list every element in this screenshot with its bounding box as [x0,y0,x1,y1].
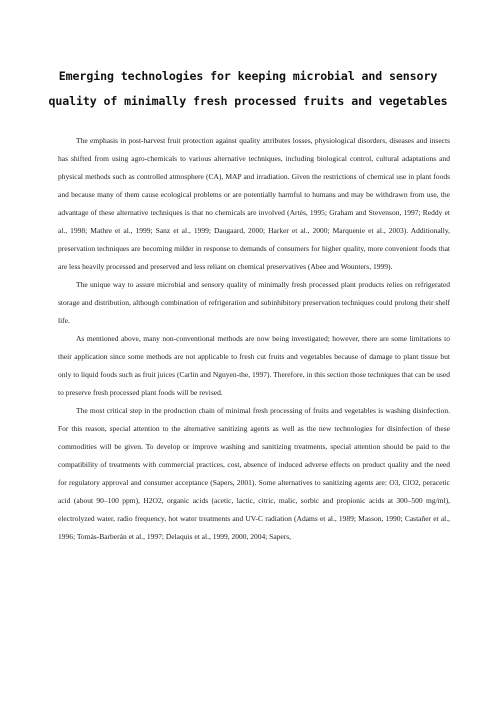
title-line-1: Emerging technologies for keeping microbial and sensory [58,69,438,83]
title-line-2: quality of minimally fresh processed fruits and vegetables [48,94,448,108]
paragraph-washing-disinfection: The most critical step in the production chain of minimal fresh processing of fruits and vegetables is washing disinfection. For this reason, special attention to the alternative sanitizing agents as well as the new technologies for disinfection of these commodities will be given. To develop or improve washing and sanitizing treatments, special attention should be paid to the compatibility of treatments with commercial practices, cost, absence of induced adverse effects on product quality and the need for regulatory approval and consumer acceptance (Sapers, 2001). Some alternatives to sanitizing agents are: O3, ClO2, peracetic acid (about 90–100 ppm), H2O2, organic acids (acetic, lactic, citric, malic, sorbic and propionic acids at 300–500 mg/ml), electrolyzed water, radio frequency, hot water treatments and UV-C radiation (Adams et al., 1989; Masson, 1990; Castañer et al., 1996; Tomás-Barberán et al., 1997; Delaquis et al., 1999, 2000, 2004; Sapers, [58,406,450,541]
paragraph-non-conventional: As mentioned above, many non-conventional methods are now being investigated; however, there are some limitations to their application since some methods are not applicable to fresh cut fruits and vegetables because of damage to plant tissue but only to liquid foods such as fruit juices (Carlin and Nguyen-the, 1997). Therefore, in this section those techniques that can be used to preserve fresh processed plant foods will be revised. [58,334,450,397]
document-title [40,64,456,114]
paragraph-intro: The emphasis in post-harvest fruit protection against quality attributes losses, physiological disorders, diseases and insects has shifted from using agro-chemicals to various alternative techniques, including biological control, cultural adaptations and physical methods such as controlled atmosphere (CA), MAP and irradiation. Given the restrictions of chemical use in plant foods and because many of them cause ecological problems or are potentially harmful to humans and may be withdrawn from use, the advantage of these alternative techniques is that no chemicals are involved (Artés, 1995; Graham and Stevenson, 1997; Reddy et al., 1998; Mathre et al., 1999; Sanz et al., 1999; Daugaard, 2000; Harker et al., 2000; Marquenie et al., 2003). Additionally, preservation techniques are becoming milder in response to demands of consumers for higher quality, more convenient foods that are less heavily processed and preserved and less reliant on chemical preservatives (Abee and Wounters, 1999). [58,136,450,271]
document-body [58,132,450,546]
paragraph-refrigeration: The unique way to assure microbial and sensory quality of minimally fresh processed plant products relies on refrigerated storage and distribution, although combination of refrigeration and subinhibitory preservation techniques could prolong their shelf life. [58,280,450,325]
